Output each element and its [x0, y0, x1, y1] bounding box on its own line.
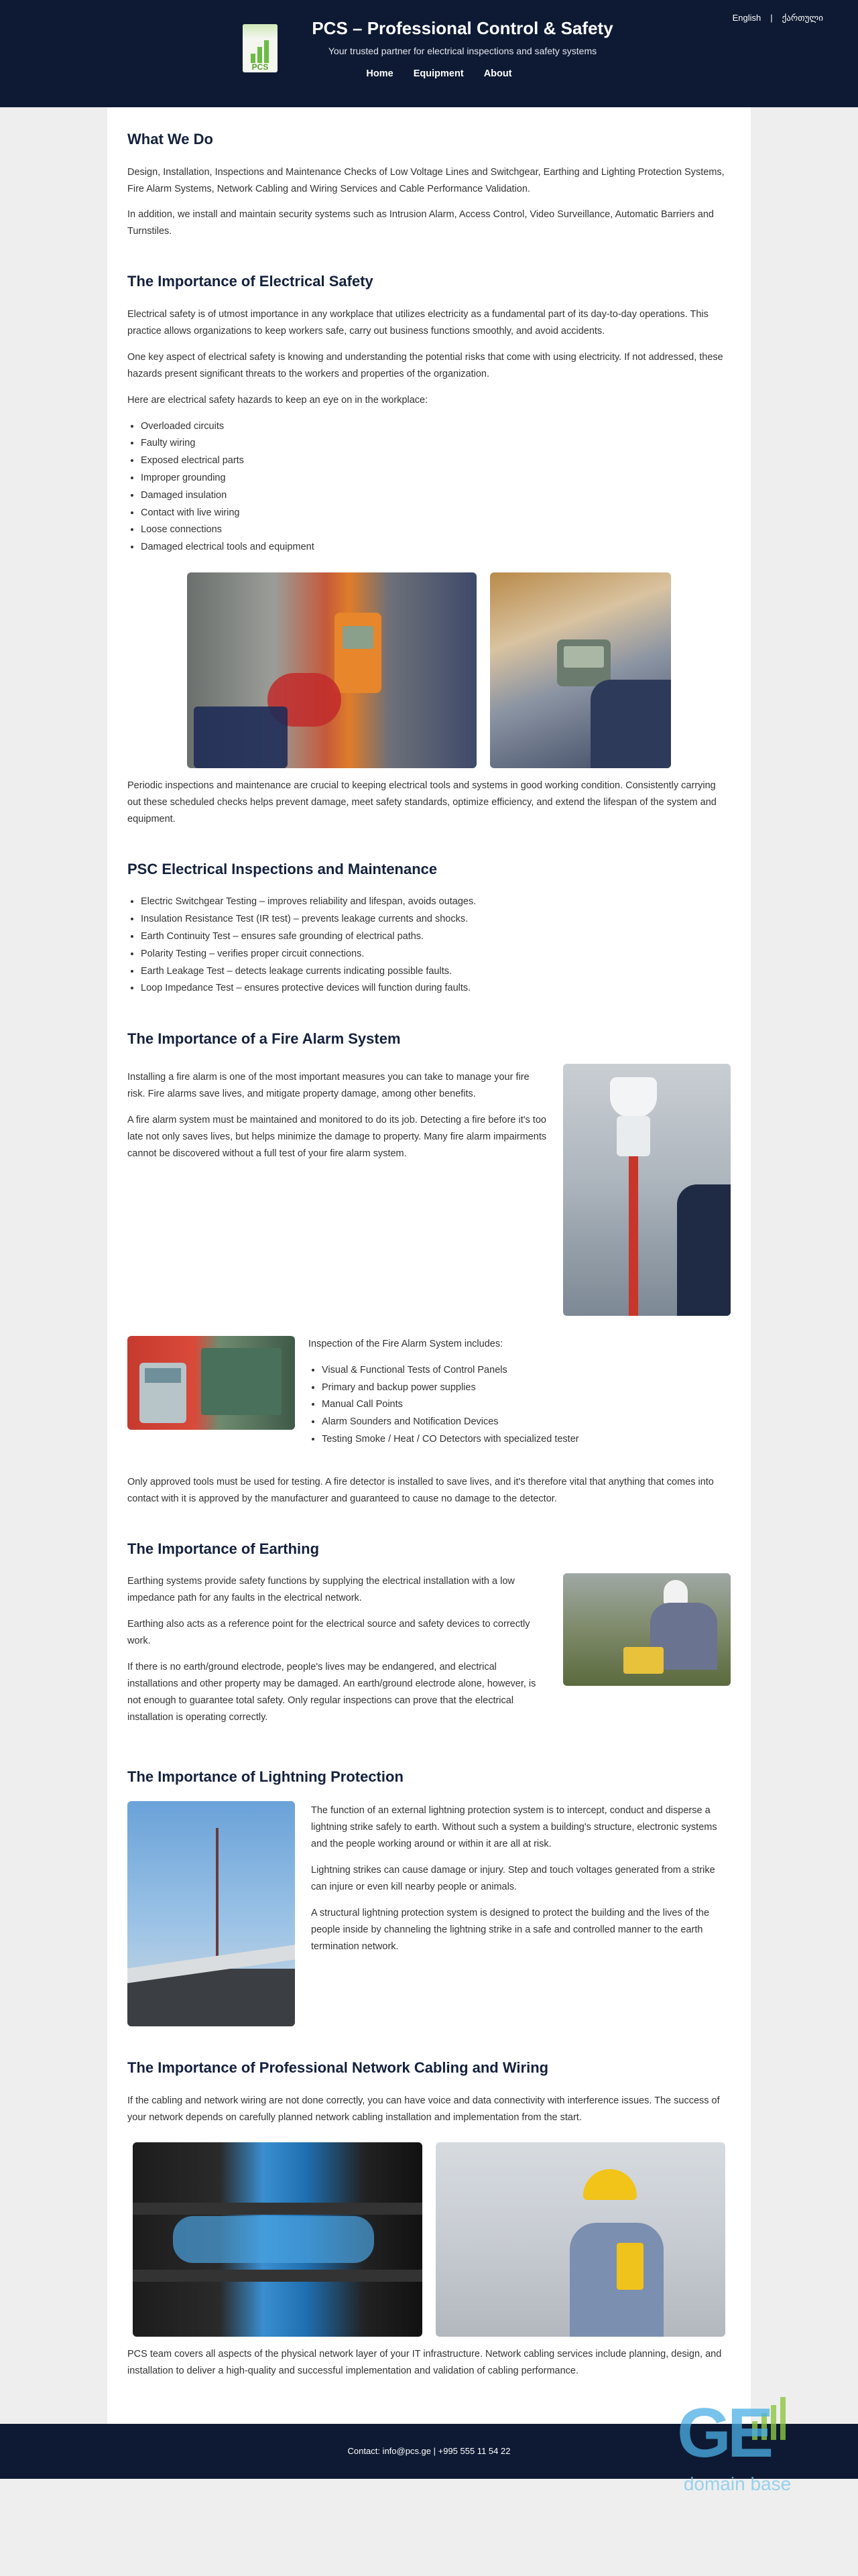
lightning-section [127, 1768, 731, 2027]
fire-alarm-panel-photo [127, 1336, 295, 1430]
nav-equipment[interactable]: Equipment [413, 68, 464, 79]
network-section [127, 2059, 731, 2379]
inspection-test-list [127, 894, 731, 997]
list-item: • Manual Call Points [322, 1396, 731, 1414]
what-we-do-heading: What We Do [127, 131, 213, 147]
multimeter-technician-photo [490, 572, 671, 768]
lang-english-link[interactable]: English [732, 13, 761, 23]
domain-base-watermark [670, 2393, 804, 2500]
clamp-meter-photo [187, 572, 477, 768]
list-item: • Primary and backup power supplies [322, 1379, 731, 1397]
fire-alarm-paragraph-3: Only approved tools must be used for testing. A fire detector is installed to save lives, and it's therefore vital that anything that comes into contact with it is approved by the manufacturer and guaranteed to cause no damage to the detector. [127, 1476, 714, 1504]
fire-alarm-heading: The Importance of a Fire Alarm System [127, 1030, 401, 1048]
network-paragraph-2: PCS team covers all aspects of the physical network layer of your IT infrastructure. Network cabling services include planning, design, and installation to deliver a high-quality and successful implementation and validation of cabling performance. [127, 2348, 722, 2376]
inspections-heading: PSC Electrical Inspections and Maintenance [127, 860, 438, 877]
list-item: • Overloaded circuits [141, 418, 731, 436]
earthing-paragraph-2: Earthing also acts as a reference point for the electrical source and safety devices to correctly work. [127, 1619, 530, 1646]
earthing-test-photo [563, 1573, 731, 1686]
main-content [107, 107, 751, 2424]
fire-alarm-paragraph-1: Installing a fire alarm is one of the most important measures you can take to manage your fire risk. Fire alarms save lives, and mitigate property damage, among other benefits. [127, 1071, 530, 1099]
site-tagline: Your trusted partner for electrical inspections and safety systems [328, 46, 597, 56]
lightning-heading: The Importance of Lightning Protection [127, 1768, 404, 1785]
what-we-do-paragraph-2: In addition, we install and maintain security systems such as Intrusion Alarm, Access Control, Video Surveillance, Automatic Barriers and Turnstiles. [127, 209, 714, 237]
list-item: • Earth Leakage Test – detects leakage currents indicating possible faults. [141, 963, 731, 981]
fire-alarm-list-intro: Inspection of the Fire Alarm System includes: [308, 1338, 503, 1349]
site-title: PCS – Professional Control & Safety [312, 18, 613, 38]
list-item: • Damaged insulation [141, 487, 731, 505]
lightning-paragraph-1: The function of an external lightning protection system is to intercept, conduct and disperse a lightning strike safely to earth. Without such a system a building's structure, electronic systems and the people working around or within it are all at risk. [311, 1805, 717, 1850]
list-item: • Electric Switchgear Testing – improves reliability and lifespan, avoids outages. [141, 894, 731, 911]
lang-georgian-link[interactable]: ქართული [782, 13, 823, 23]
hazard-list [127, 418, 731, 556]
logo-text: PCS [251, 62, 269, 72]
list-item: • Faulty wiring [141, 435, 731, 452]
earthing-paragraph-1: Earthing systems provide safety functions by supplying the electrical installation with a low impedance path for any faults in the electrical network. [127, 1576, 515, 1604]
lightning-paragraph-2: Lightning strikes can cause damage or injury. Step and touch voltages generated from a strike can injure or even kill nearby people or animals. [311, 1865, 715, 1893]
earthing-paragraph-3: If there is no earth/ground electrode, people's lives may be endangered, and electrical installations and other property may be damaged. An earth/ground electrode alone, however, is not enough to guarantee total safety. Only regular inspections can prove that the electrical installation is operating correctly. [127, 1661, 536, 1723]
list-item: • Earth Continuity Test – ensures safe grounding of electrical paths. [141, 928, 731, 946]
fire-alarm-section [127, 1030, 731, 1507]
lightning-paragraph-3: A structural lightning protection system is designed to protect the building and the lives of the people inside by channeling the lightning strike in a safe and controlled manner to the earth termination network. [311, 1907, 710, 1952]
list-item: • Insulation Resistance Test (IR test) – prevents leakage currents and shocks. [141, 911, 731, 928]
fire-alarm-inspection-list [308, 1362, 731, 1449]
list-item: • Testing Smoke / Heat / CO Detectors with specialized tester [322, 1431, 731, 1449]
what-we-do-paragraph-1: Design, Installation, Inspections and Maintenance Checks of Low Voltage Lines and Switchgear, Earthing and Lighting Protection Systems, Fire Alarm Systems, Network Cabling and Wiring Services and Cable Performance Validation. [127, 166, 725, 194]
earthing-heading: The Importance of Earthing [127, 1540, 320, 1557]
fire-alarm-paragraph-2: A fire alarm system must be maintained and monitored to do its job. Detecting a fire before it's too late not only saves lives, but helps minimize the damage to property. Many fire alarm impairments cannot be discovered without a full test of your fire alarm system. [127, 1114, 547, 1159]
smoke-detector-test-photo [563, 1064, 731, 1316]
lang-separator: | [770, 13, 773, 23]
footer-contact: Contact: info@pcs.ge | +995 555 11 54 22 [347, 2445, 511, 2456]
language-switcher [733, 11, 823, 25]
list-item: • Visual & Functional Tests of Control Panels [322, 1362, 731, 1379]
electrical-safety-section [127, 272, 731, 827]
main-nav [0, 66, 858, 82]
lightning-rod-photo [127, 1801, 295, 2026]
watermark-caption: domain base [683, 2473, 792, 2494]
list-item: • Damaged electrical tools and equipment [141, 539, 731, 556]
list-item: • Exposed electrical parts [141, 452, 731, 470]
earthing-section [127, 1540, 731, 1735]
list-item: • Contact with live wiring [141, 505, 731, 522]
cable-tester-technician-photo [436, 2142, 725, 2337]
list-item: • Alarm Sounders and Notification Devices [322, 1414, 731, 1431]
nav-about[interactable]: About [483, 68, 512, 79]
electrical-safety-paragraph-4: Periodic inspections and maintenance are crucial to keeping electrical tools and systems in good working condition. Consistently carrying out these scheduled checks helps prevent damage, meet safety standards, optimize efficiency, and extend the lifespan of the system and equipment. [127, 780, 717, 824]
list-item: • Loop Impedance Test – ensures protective devices will function during faults. [141, 980, 731, 997]
site-header [0, 0, 858, 107]
electrical-safety-heading: The Importance of Electrical Safety [127, 273, 373, 290]
list-item: • Improper grounding [141, 470, 731, 487]
watermark-logo: GE [677, 2394, 770, 2472]
nav-home[interactable]: Home [366, 68, 393, 79]
electrical-safety-paragraph-1: Electrical safety is of utmost importance in any workplace that utilizes electricity as a fundamental part of its day-to-day operations. This practice allows organizations to keep workers safe, carry out business functions smoothly, and avoid accidents. [127, 308, 709, 336]
network-paragraph-1: If the cabling and network wiring are not done correctly, you can have voice and data connectivity with interference issues. The success of your network depends on carefully planned network cabling installation and implementation from the start. [127, 2095, 720, 2123]
network-rack-photo [133, 2142, 422, 2337]
list-item: • Loose connections [141, 522, 731, 539]
electrical-safety-paragraph-3: Here are electrical safety hazards to keep an eye on in the workplace: [127, 394, 428, 406]
network-heading: The Importance of Professional Network Cabling and Wiring [127, 2059, 549, 2077]
list-item: • Polarity Testing – verifies proper circuit connections. [141, 946, 731, 963]
what-we-do-section [127, 130, 731, 240]
inspections-section [127, 860, 731, 997]
electrical-safety-paragraph-2: One key aspect of electrical safety is knowing and understanding the potential risks that come with using electricity. If not addressed, these hazards present significant threats to the workers and properties of the organization. [127, 351, 723, 379]
